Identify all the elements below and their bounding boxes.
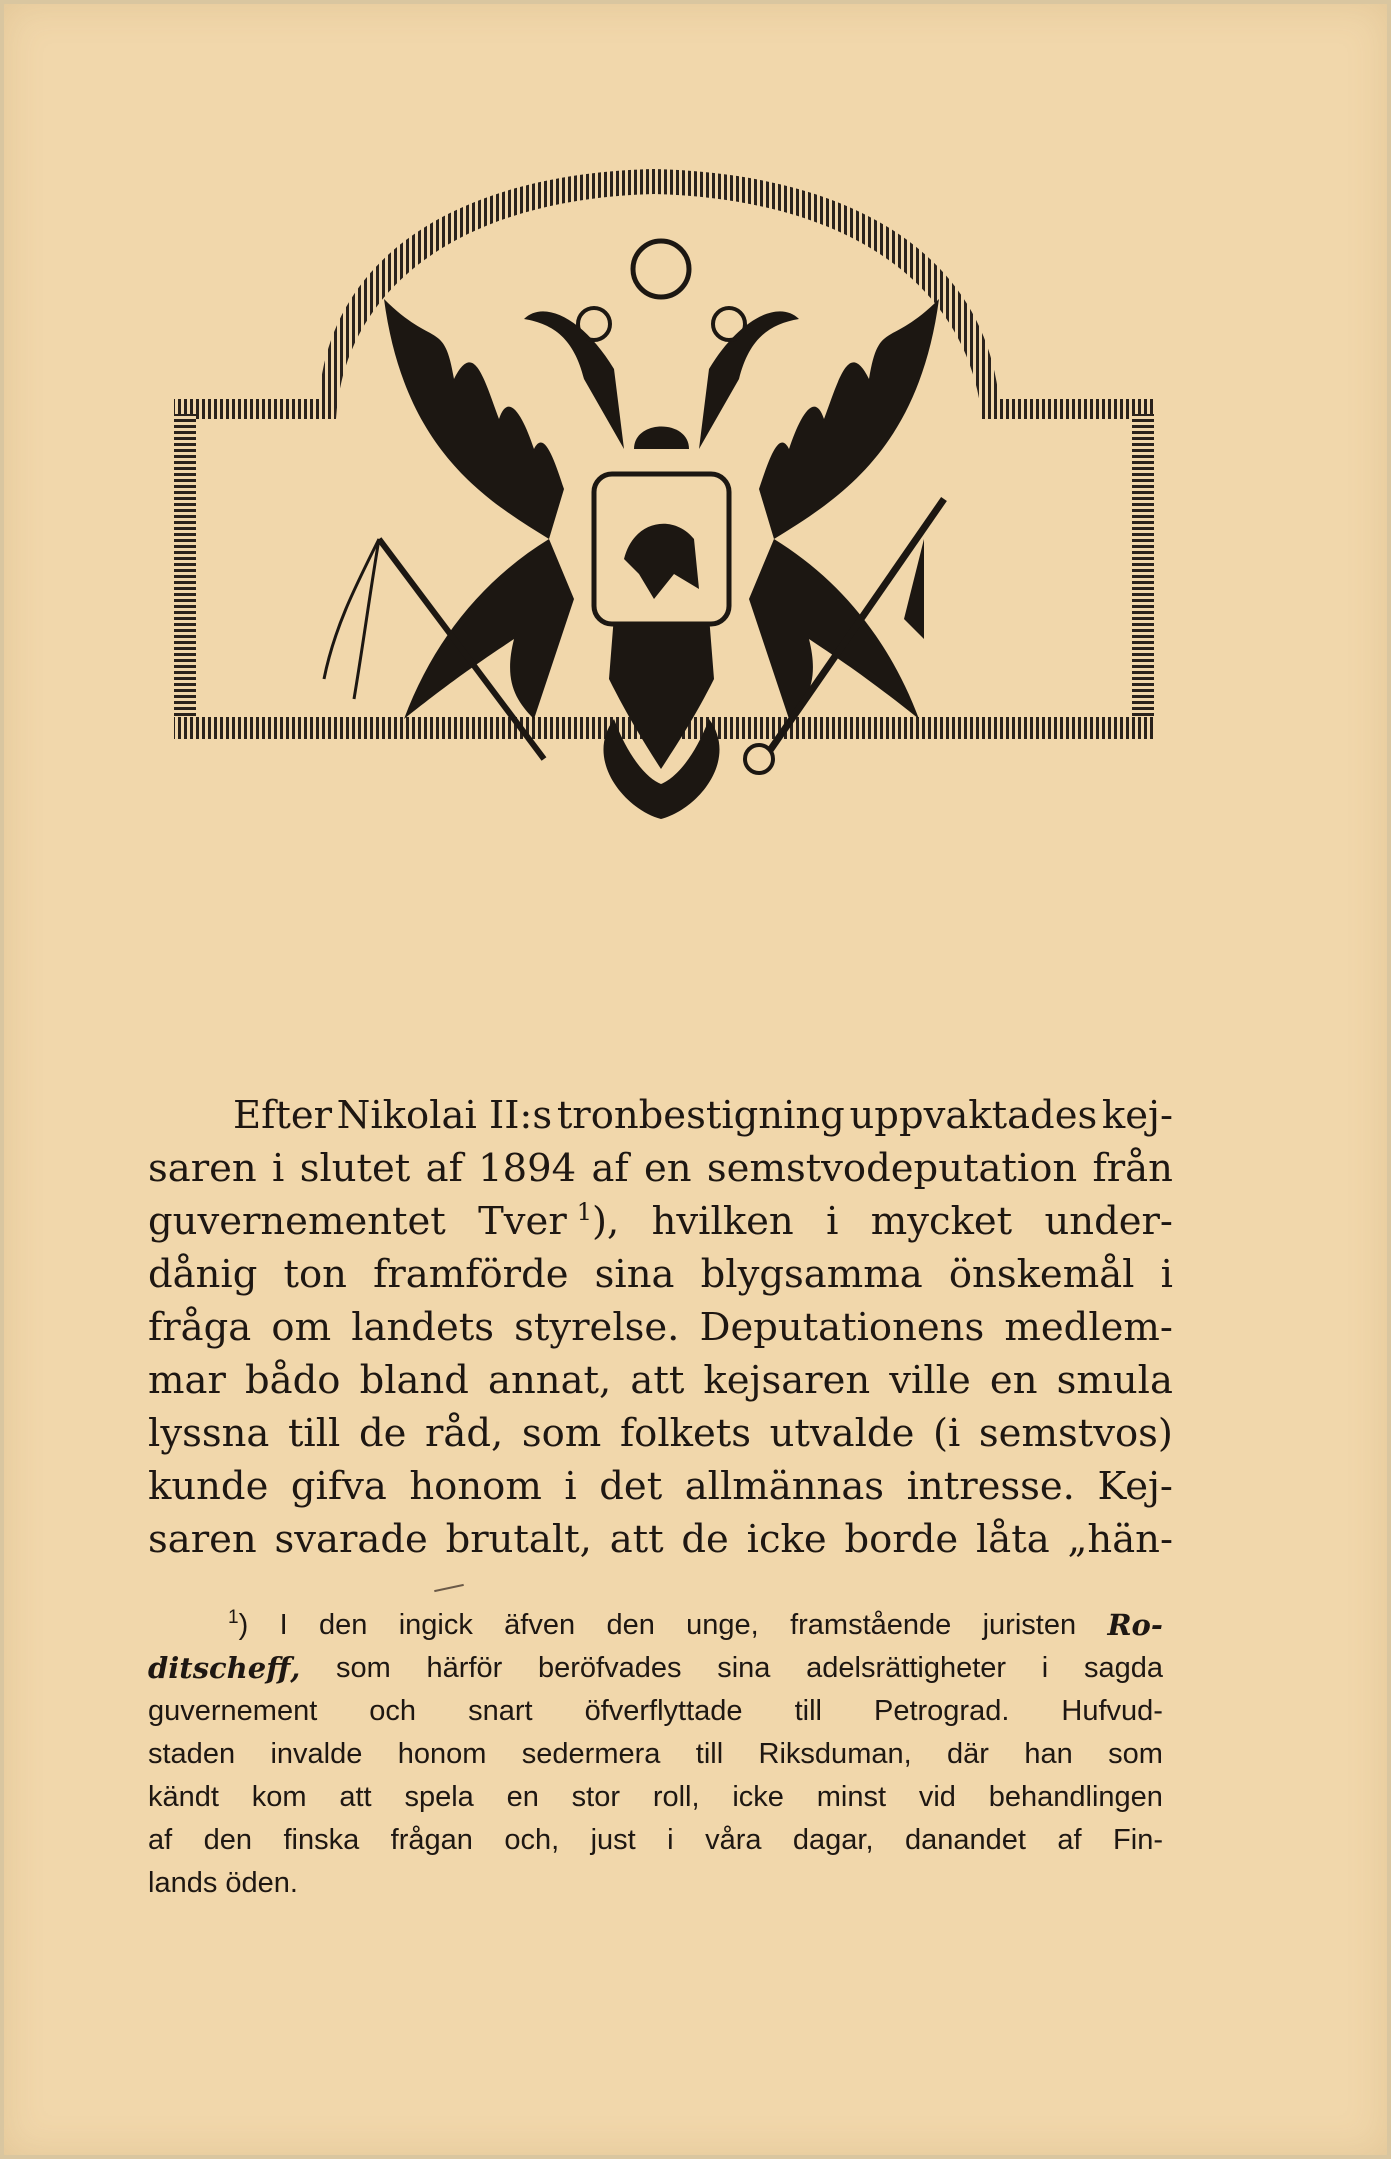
word: mycket (870, 1199, 1013, 1244)
word: af (591, 1146, 629, 1191)
word: i (826, 1199, 839, 1244)
word: ingick (398, 1609, 473, 1641)
word: i (667, 1824, 674, 1856)
footnote-marker: 1) (228, 1604, 248, 1647)
word: semstvos) (978, 1411, 1173, 1456)
word: kejsaren (703, 1358, 871, 1403)
word: intresse. (906, 1464, 1075, 1509)
word: de (358, 1411, 407, 1456)
word: och (369, 1695, 417, 1727)
footnote-line-last: lands öden. (148, 1867, 298, 1899)
word: under- (1044, 1199, 1173, 1244)
word: i (1041, 1652, 1049, 1684)
word: tronbestigning (556, 1093, 845, 1138)
text-line (148, 1248, 1173, 1301)
word: kej- (1101, 1093, 1173, 1138)
word: invalde (270, 1738, 363, 1770)
word: just (590, 1824, 636, 1856)
word: råd, (425, 1411, 504, 1456)
name-italic: ditscheff, (148, 1651, 301, 1685)
word: honom (397, 1738, 487, 1770)
word: vid (918, 1781, 956, 1813)
word: framstående (790, 1609, 952, 1641)
word: låta (975, 1517, 1050, 1562)
word: att (339, 1781, 372, 1813)
word: Fin- (1113, 1824, 1163, 1856)
word: kändt (148, 1781, 219, 1813)
word: icke (732, 1781, 784, 1813)
footnote-line (148, 1690, 1163, 1733)
word: fråga (148, 1305, 252, 1350)
word: om (271, 1305, 332, 1350)
word: bådo (245, 1358, 341, 1403)
word: medlem- (1004, 1305, 1173, 1350)
word: till (287, 1411, 341, 1456)
word: sagda (1083, 1652, 1163, 1684)
word: dånig (148, 1252, 258, 1297)
page (4, 4, 1387, 2155)
word: landets (351, 1305, 494, 1350)
word: Kej- (1097, 1464, 1173, 1509)
word: ton (283, 1252, 347, 1297)
word: saren (148, 1146, 257, 1191)
word: annat, (488, 1358, 612, 1403)
word: en (643, 1146, 692, 1191)
word: honom (409, 1464, 542, 1509)
word: spela (404, 1781, 474, 1813)
word: unge, (686, 1609, 759, 1641)
word: smula (1056, 1358, 1173, 1403)
word: gifva (290, 1464, 387, 1509)
word: brutalt, (445, 1517, 592, 1562)
word: önskemål (948, 1252, 1135, 1297)
word: de (681, 1517, 729, 1562)
word: guvernement (148, 1695, 318, 1727)
name-italic: Ro- (1107, 1608, 1163, 1642)
word: frågan (390, 1824, 473, 1856)
word: icke (746, 1517, 827, 1562)
word: blygsamma (700, 1252, 923, 1297)
word: finska (283, 1824, 360, 1856)
word: kom (251, 1781, 307, 1813)
word: staden (148, 1738, 236, 1770)
word: borde (844, 1517, 959, 1562)
word: „hän- (1067, 1517, 1173, 1562)
word: framförde (373, 1252, 569, 1297)
word: det (599, 1464, 663, 1509)
word: 1894 (478, 1146, 577, 1191)
word: att (609, 1517, 664, 1562)
word: i (272, 1146, 285, 1191)
word: Petrograd. (873, 1695, 1010, 1727)
word: härför (426, 1652, 503, 1684)
word: kunde (148, 1464, 269, 1509)
word: slutet (299, 1146, 411, 1191)
word: Efter (233, 1093, 333, 1138)
footnote-marker-paren: ) (238, 1609, 249, 1641)
footnote-line (148, 1647, 1163, 1690)
text-line (148, 1089, 1173, 1142)
word: Riksduman, (758, 1738, 912, 1770)
word: den (606, 1609, 655, 1641)
word: af (1057, 1824, 1082, 1856)
word: danandet (905, 1824, 1026, 1856)
word: semstvodeputation (706, 1146, 1078, 1191)
text-line (148, 1354, 1173, 1407)
word: svarade (274, 1517, 428, 1562)
footnote-line (148, 1604, 1163, 1647)
word: en (506, 1781, 539, 1813)
word: sina (717, 1652, 771, 1684)
word: hvilken (651, 1199, 794, 1244)
word: våra (705, 1824, 762, 1856)
word: i (1160, 1252, 1173, 1297)
text-line (148, 1195, 1173, 1248)
word: från (1092, 1146, 1173, 1191)
word: allmännas (684, 1464, 885, 1509)
double-headed-eagle-icon (154, 119, 1189, 839)
word: äfven (504, 1609, 576, 1641)
text-line (148, 1142, 1173, 1195)
word: Nikolai II:s (336, 1093, 553, 1138)
word: till (695, 1738, 724, 1770)
word: den (318, 1609, 368, 1641)
word: som (521, 1411, 602, 1456)
word: stor (571, 1781, 620, 1813)
word: uppvaktades (849, 1093, 1098, 1138)
word: i (564, 1464, 577, 1509)
word: guvernementet (148, 1199, 446, 1244)
word: af (148, 1824, 173, 1856)
emblem (154, 119, 1189, 839)
word: minst (816, 1781, 887, 1813)
word: styrelse. (514, 1305, 680, 1350)
word: sedermera (521, 1738, 661, 1770)
word: där (947, 1738, 989, 1770)
word: Tver (478, 1199, 567, 1244)
word: sina (594, 1252, 675, 1297)
word: af (425, 1146, 463, 1191)
word: som (336, 1652, 391, 1684)
footnote-line (148, 1819, 1163, 1862)
word: utvalde (769, 1411, 915, 1456)
word: dagar, (792, 1824, 874, 1856)
footnote-ref-suffix: ), (592, 1199, 620, 1244)
word: folkets (619, 1411, 752, 1456)
word: Hufvud- (1061, 1695, 1163, 1727)
word: (i (932, 1411, 961, 1456)
word: lyssna (148, 1411, 270, 1456)
footnote-line (148, 1776, 1163, 1819)
word: saren (148, 1517, 257, 1562)
word: ville (889, 1358, 971, 1403)
word: mar (148, 1358, 226, 1403)
word: I (279, 1609, 288, 1641)
word: adelsrättigheter (806, 1652, 1007, 1684)
text-line (148, 1407, 1173, 1460)
word: som (1108, 1738, 1163, 1770)
text-line (148, 1301, 1173, 1354)
word: och, (504, 1824, 560, 1856)
text-line (148, 1460, 1173, 1513)
word: den (203, 1824, 253, 1856)
word: roll, (652, 1781, 700, 1813)
word: bland (359, 1358, 469, 1403)
word: Deputationens (699, 1305, 985, 1350)
footnote-ref: 1), (577, 1195, 620, 1248)
word: snart (468, 1695, 533, 1727)
footnote-line (148, 1733, 1163, 1776)
word: beröfvades (538, 1652, 682, 1684)
word: till (794, 1695, 822, 1727)
word: juristen (982, 1609, 1077, 1641)
footnote (148, 1604, 1163, 1905)
word: han (1024, 1738, 1073, 1770)
main-text (148, 1089, 1173, 1566)
text-line (148, 1513, 1173, 1566)
divider-mark (434, 1584, 464, 1592)
word: en (989, 1358, 1038, 1403)
word: öfverflyttade (584, 1695, 743, 1727)
word: behandlingen (988, 1781, 1163, 1813)
word: att (630, 1358, 685, 1403)
word-tver (478, 1195, 619, 1248)
